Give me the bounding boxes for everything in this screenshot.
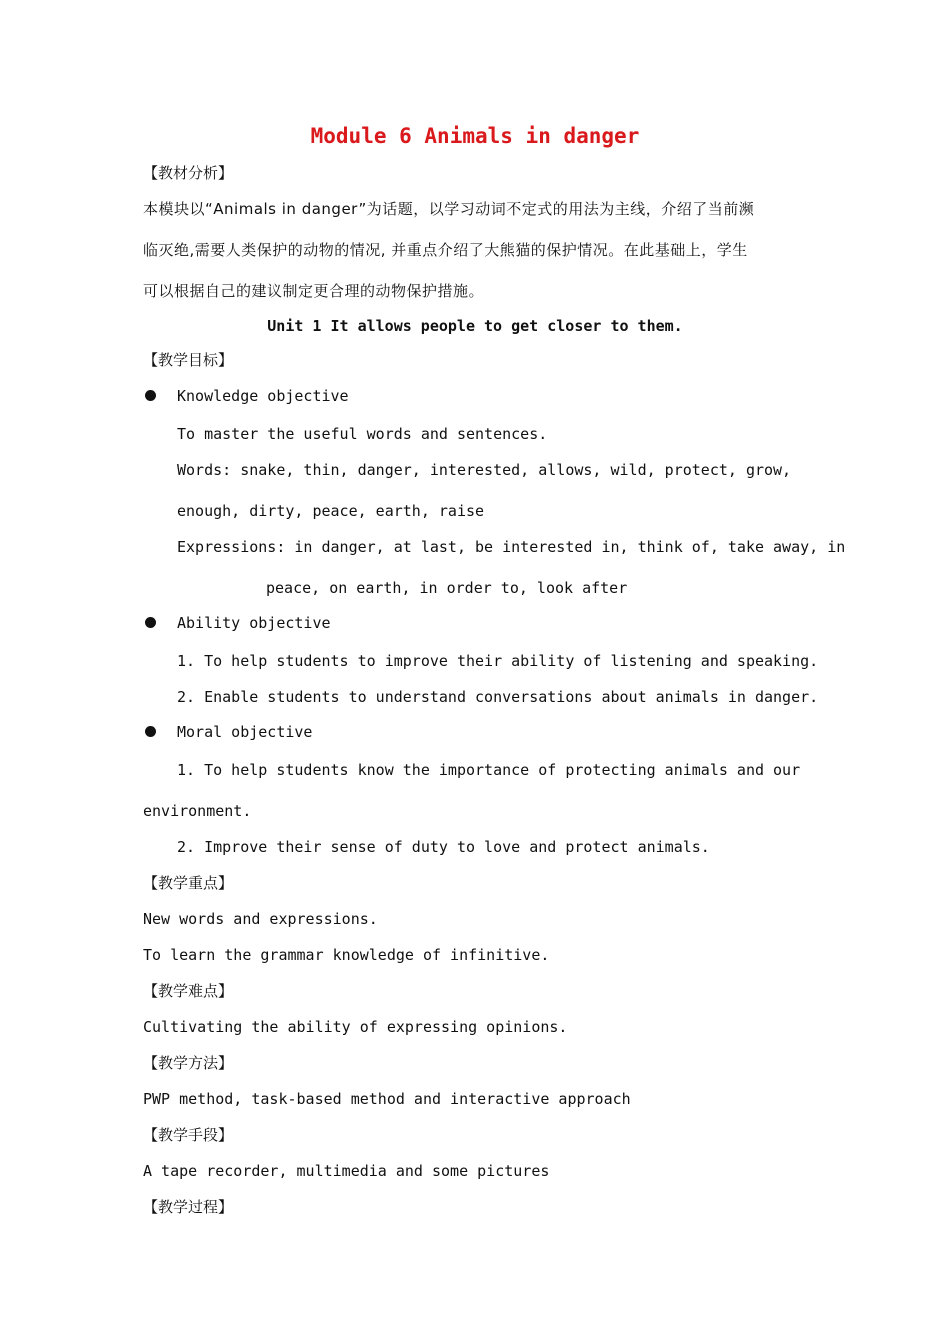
process-heading: 【教学过程】 [143,1198,234,1216]
moral-line: 2. Improve their sense of duty to love and protect animals. [177,838,710,856]
document-title: Module 6 Animals in danger [310,124,640,148]
ability-line: 2. Enable students to understand conversations about animals in danger. [177,688,819,706]
method-line: PWP method, task-based method and interactive approach [143,1090,631,1108]
knowledge-line: Expressions: in danger, at last, be interested in, think of, take away, in [177,538,846,556]
moral-line: 1. To help students know the importance of protecting animals and our [177,761,801,779]
key-point-line: New words and expressions. [143,910,378,928]
key-points-heading: 【教学重点】 [143,874,234,892]
moral-objective-label: Moral objective [177,723,313,741]
moral-line: environment. [143,802,252,820]
knowledge-objective-label: Knowledge objective [177,387,349,405]
ability-objective-label: Ability objective [177,614,331,632]
knowledge-line: To master the useful words and sentences. [177,425,548,443]
difficulties-heading: 【教学难点】 [143,982,234,1000]
difficulty-line: Cultivating the ability of expressing opinions. [143,1018,568,1036]
objectives-heading: 【教学目标】 [143,351,234,369]
unit-title: Unit 1 It allows people to get closer to them. [267,317,683,335]
bullet-icon [145,617,156,628]
analysis-line: 临灭绝,需要人类保护的动物的情况, 并重点介绍了大熊猫的保护情况。在此基础上，学生 [143,241,748,259]
analysis-line: 本模块以“Animals in danger”为话题，以学习动词不定式的用法为主线，介绍了当前濒 [143,200,755,218]
analysis-heading: 【教材分析】 [143,164,234,182]
methods-heading: 【教学方法】 [143,1054,234,1072]
bullet-icon [145,390,156,401]
key-point-line: To learn the grammar knowledge of infinitive. [143,946,550,964]
bullet-icon [145,726,156,737]
knowledge-line: peace, on earth, in order to, look after [266,579,628,597]
knowledge-line: enough, dirty, peace, earth, raise [177,502,485,520]
knowledge-line: Words: snake, thin, danger, interested, allows, wild, protect, grow, [177,461,792,479]
analysis-line: 可以根据自己的建议制定更合理的动物保护措施。 [143,282,485,300]
means-heading: 【教学手段】 [143,1126,234,1144]
ability-line: 1. To help students to improve their ability of listening and speaking. [177,652,819,670]
means-line: A tape recorder, multimedia and some pictures [143,1162,550,1180]
